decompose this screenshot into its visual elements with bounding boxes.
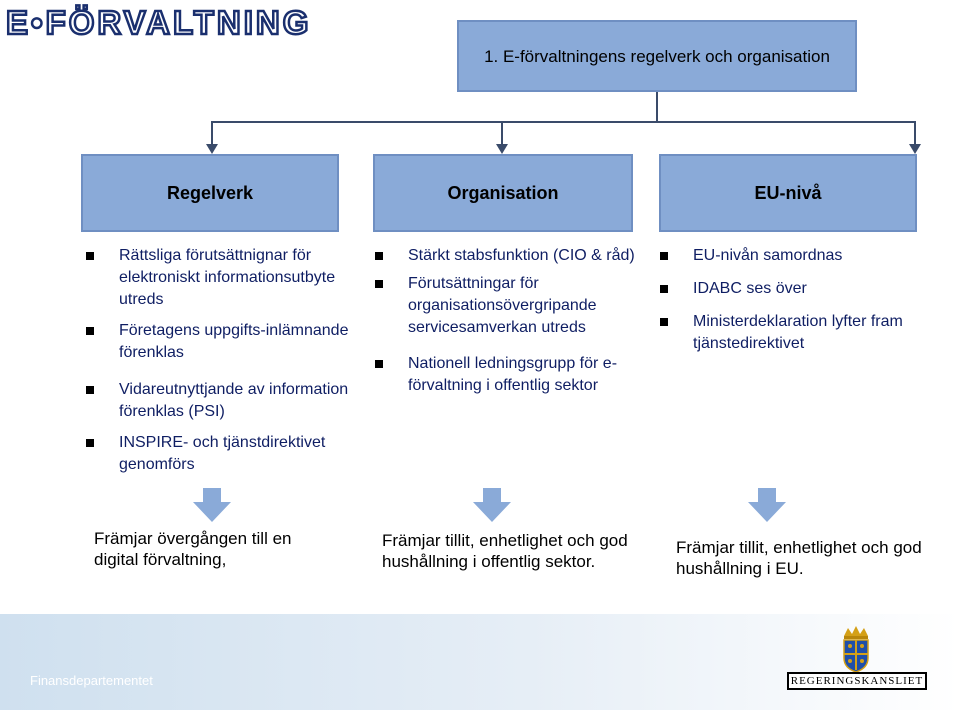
connector-drop-organisation <box>501 121 503 145</box>
connector-arrow-organisation <box>496 144 508 154</box>
bullet-item: Förutsättningar för organisationsövergripande servicesamverkan utreds <box>375 273 637 339</box>
bullet-item: INSPIRE- och tjänstdirektivet genomförs <box>86 432 366 476</box>
bullets-regelverk <box>86 245 366 485</box>
bullets-organisation <box>375 245 637 406</box>
down-arrow-icon <box>193 488 231 522</box>
header-organisation <box>373 154 633 232</box>
ministry-name: Finansdepartementet <box>30 673 153 688</box>
header-eu-niva-label: EU-nivå <box>754 182 822 203</box>
result-regelverk: Främjar övergången till en digital förvaltning, <box>94 529 292 569</box>
e-forvaltning-logo: E•FÖRVALTNING <box>6 4 312 41</box>
bullets-eu-niva <box>660 245 920 364</box>
down-arrow-icon <box>748 488 786 522</box>
bullet-item: Rättsliga förutsättnignar för elektroniskt informationsutbyte utreds <box>86 245 366 311</box>
header-regelverk-label: Regelverk <box>166 182 254 203</box>
crown-crest-icon <box>836 624 876 674</box>
bullet-item: Nationell ledningsgrupp för e-förvaltning i offentlig sektor <box>375 353 637 397</box>
connector-vertical-top <box>656 92 658 122</box>
result-organisation: Främjar tillit, enhetlighet och god hushållning i offentlig sektor. <box>382 531 628 571</box>
footer-band <box>0 614 960 710</box>
connector-arrow-eu <box>909 144 921 154</box>
regeringskansliet-wordmark: REGERINGSKANSLIET <box>787 672 927 690</box>
down-arrow-icon <box>473 488 511 522</box>
header-organisation-label: Organisation <box>447 182 559 203</box>
bullet-item: IDABC ses över <box>660 278 920 300</box>
result-eu-niva: Främjar tillit, enhetlighet och god hushållning i EU. <box>676 538 922 578</box>
bullet-item: Företagens uppgifts-inlämnande förenklas <box>86 320 366 364</box>
connector-horizontal <box>211 121 916 123</box>
top-box-label: 1. E-förvaltningens regelverk och organisation <box>484 46 830 66</box>
bullet-item: Ministerdeklaration lyfter fram tjänstedirektivet <box>660 311 920 355</box>
header-eu-niva <box>659 154 917 232</box>
connector-drop-eu <box>914 121 916 145</box>
top-box <box>457 20 857 92</box>
connector-arrow-regelverk <box>206 144 218 154</box>
header-regelverk <box>81 154 339 232</box>
connector-drop-regelverk <box>211 121 213 145</box>
bullet-item: Stärkt stabsfunktion (CIO & råd) <box>375 245 637 267</box>
bullet-item: Vidareutnyttjande av information förenklas (PSI) <box>86 379 366 423</box>
bullet-item: EU-nivån samordnas <box>660 245 920 267</box>
